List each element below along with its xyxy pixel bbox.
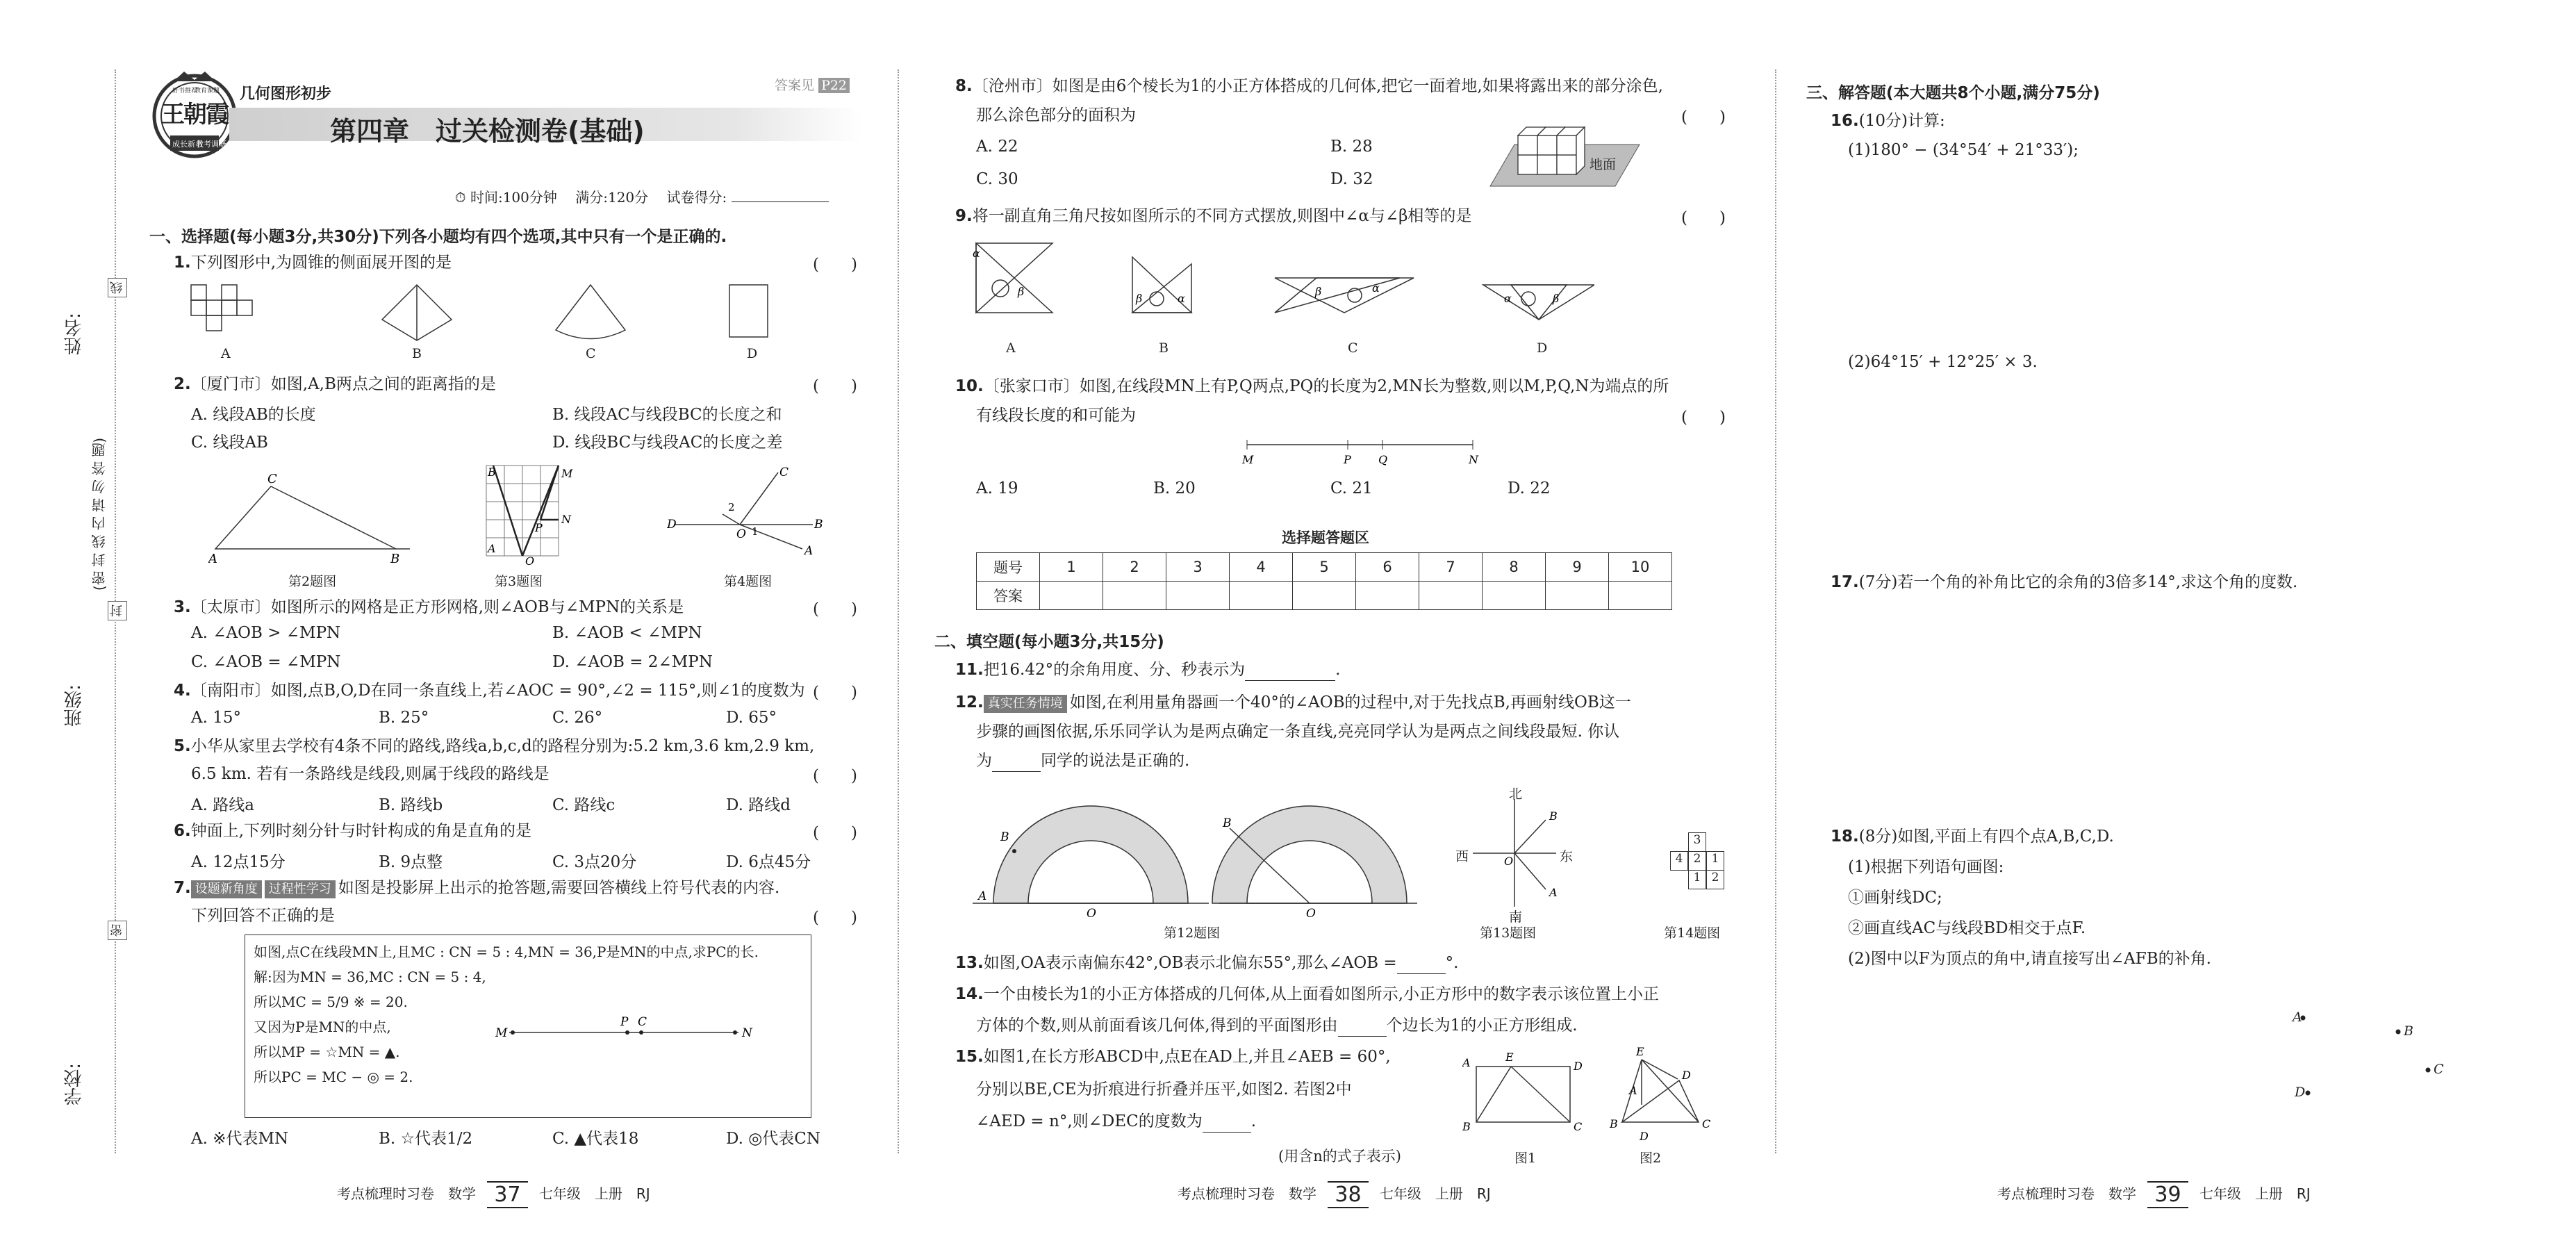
q2-paren[interactable]: ( ) [813, 377, 857, 395]
q8-paren[interactable]: ( ) [1681, 108, 1726, 126]
svg-text:D: D [1640, 1130, 1649, 1143]
answer-cell[interactable] [1293, 582, 1356, 610]
q5-text1: 小华从家里去学校有4条不同的路线,路线a,b,c,d的路程分别为:5.2 km,3.6 km,2.9 km, [190, 737, 815, 755]
svg-text:M: M [1242, 453, 1254, 466]
q7-box-line2: 解:因为MN = 36,MC : CN = 5 : 4, [254, 969, 486, 985]
q10-line2: 有线段长度的和可能为 [976, 406, 1136, 425]
svg-text:B: B [488, 466, 496, 479]
q12-num: 12. [955, 693, 984, 711]
q6 [174, 820, 531, 842]
svg-text:C: C [1574, 1120, 1583, 1133]
q18-part4: (2)图中以F为顶点的角中,请直接写出∠AFB的补角. [1848, 950, 2211, 968]
svg-text:C: C [1702, 1117, 1711, 1130]
q18 [1831, 825, 2114, 848]
svg-text:α: α [973, 247, 980, 260]
grid-cell: 4 [1670, 851, 1688, 871]
footer2-right: 七年级 上册 RJ [1379, 1185, 1491, 1202]
svg-text:α: α [1504, 292, 1512, 305]
side-class-label: 班级: [64, 684, 85, 727]
svg-text:B: B [1000, 830, 1009, 844]
q6-paren[interactable]: ( ) [813, 824, 857, 842]
q18-label-d: D [2295, 1085, 2306, 1100]
q10-paren[interactable]: ( ) [1681, 409, 1726, 427]
svg-text:B: B [1462, 1120, 1471, 1133]
svg-text:B: B [390, 552, 400, 563]
q8-num: 8. [955, 77, 973, 95]
q8-opt-a[interactable]: A. 22 [976, 138, 1018, 156]
q4-opt-d[interactable]: D. 65° [726, 709, 777, 727]
answer-row-nums [977, 553, 1672, 582]
q7-box-line5: 所以MP = ☆MN = ▲. [254, 1044, 400, 1060]
svg-text:Q: Q [1378, 453, 1388, 466]
footer2-page: 38 [1328, 1181, 1368, 1208]
q15-figures [1462, 1046, 1726, 1143]
svg-text:N: N [561, 513, 571, 526]
q1-num: 1. [174, 254, 191, 272]
svg-text:A: A [1549, 886, 1558, 899]
q18-text: (8分)如图,平面上有四个点A,B,C,D. [1858, 828, 2114, 846]
logo-badge2: 教考调研 [196, 140, 226, 149]
q4-opt-a[interactable]: A. 15° [191, 709, 241, 727]
q5-num: 5. [174, 737, 191, 755]
q8-opt-d[interactable]: D. 32 [1330, 170, 1373, 188]
fig13-caption: 第13题图 [1480, 925, 1537, 941]
svg-text:P: P [620, 1015, 629, 1029]
q12-text1: 如图,在利用量角器画一个40°的∠AOB的过程中,对于先找点B,再画射线OB这一 [1069, 693, 1631, 711]
q15-line2: 分别以BE,CE为折痕进行折叠并压平,如图2. 若图2中 [976, 1080, 1352, 1098]
compass-south: 南 [1509, 909, 1523, 925]
svg-text:M: M [495, 1026, 508, 1040]
logo-badge1: 成长新书 [172, 140, 203, 149]
q5-opt-d[interactable]: D. 路线d [726, 796, 791, 814]
q3-opt-d[interactable]: D. ∠AOB = 2∠MPN [552, 653, 713, 671]
q4-opt-c[interactable]: C. 26° [552, 709, 603, 727]
q3-num: 3. [174, 598, 191, 616]
q4-text: 〔南阳市〕如图,点B,O,D在同一条直线上,若∠AOC = 90°,∠2 = 115°,则∠1的度数为 [190, 682, 805, 700]
q15-text1: 如图1,在长方形ABCD中,点E在AD上,并且∠AEB = 60°, [983, 1048, 1391, 1066]
q4-num: 4. [174, 682, 191, 700]
q3-paren[interactable]: ( ) [813, 600, 857, 618]
q7-paren[interactable]: ( ) [813, 909, 857, 927]
q5-opt-a[interactable]: A. 路线a [191, 796, 254, 814]
q2 [174, 373, 496, 395]
answer-ref-label: 答案见 [775, 78, 815, 93]
answer-cell[interactable] [1230, 582, 1293, 610]
answer-num-9: 9 [1546, 553, 1609, 582]
q1-label-c: C [586, 346, 596, 361]
q2-opt-b[interactable]: B. 线段AC与线段BC的长度之和 [552, 406, 782, 424]
grid-cell: 3 [1688, 832, 1706, 852]
answer-num-6: 6 [1356, 553, 1419, 582]
grid-cell: 2 [1706, 870, 1724, 889]
q4-paren[interactable]: ( ) [813, 684, 857, 702]
q14-num: 14. [955, 985, 984, 1003]
svg-text:B: B [1549, 809, 1558, 823]
footer-page37 [337, 1181, 650, 1208]
svg-text:C: C [267, 472, 277, 486]
q7-opt-a[interactable]: A. ※代表MN [191, 1130, 289, 1148]
q1 [174, 252, 452, 274]
logo-text: 王朝霞 [161, 101, 228, 129]
q18-label-c: C [2434, 1062, 2444, 1077]
q15-note: (用含n的式子表示) [1278, 1148, 1401, 1164]
q17-num: 17. [1831, 573, 1859, 591]
side-mark-secret: 密 [108, 921, 127, 940]
footer3-left: 考点梳理时习卷 数学 [1997, 1185, 2136, 1202]
q7-box-line6: 所以PC = MC − ◎ = 2. [254, 1069, 413, 1085]
svg-text:α: α [1372, 281, 1380, 295]
grid-cell: 1 [1706, 851, 1724, 871]
q2-opt-d[interactable]: D. 线段BC与线段AC的长度之差 [552, 434, 783, 452]
svg-text:C: C [638, 1015, 647, 1029]
page-divider-1 [898, 69, 900, 1153]
q12-blank[interactable] [992, 756, 1041, 772]
svg-text:N: N [1469, 453, 1478, 466]
q16 [1831, 110, 1945, 132]
q14 [955, 983, 1659, 1005]
q10-segment-figure [1237, 434, 1487, 472]
compass-east: 东 [1560, 849, 1574, 864]
q15-blank[interactable] [1203, 1117, 1251, 1133]
svg-text:B: B [814, 518, 823, 532]
q8-line2: 那么涂色部分的面积为 [976, 106, 1136, 124]
q6-opt-c[interactable]: C. 3点20分 [552, 853, 637, 871]
svg-text:P: P [1344, 453, 1351, 466]
q7-tag1: 设题新角度 [191, 880, 262, 898]
brand-logo [146, 66, 243, 163]
q6-num: 6. [174, 822, 191, 840]
q15-text3: ∠AED = n°,则∠DEC的度数为 [976, 1112, 1203, 1130]
q1-label-b: B [412, 346, 422, 361]
answer-cell[interactable] [1483, 582, 1546, 610]
svg-text:α: α [1178, 292, 1185, 305]
q10-opt-a[interactable]: A. 19 [976, 479, 1018, 497]
svg-text:β: β [1136, 292, 1143, 305]
q13-compass-figure [1466, 792, 1570, 917]
svg-text:A: A [1462, 1056, 1471, 1069]
q7-num: 7. [174, 879, 191, 897]
q3-figure [479, 462, 584, 566]
footer-page39 [1997, 1181, 2311, 1208]
svg-text:C: C [779, 466, 789, 479]
q7-opt-d[interactable]: D. ◎代表CN [726, 1130, 821, 1148]
q3-text: 〔太原市〕如图所示的网格是正方形网格,则∠AOB与∠MPN的关系是 [190, 598, 684, 616]
answer-cell[interactable] [1356, 582, 1419, 610]
q14-text2b: 个边长为1的小正方形组成. [1386, 1016, 1578, 1035]
q14-grid-figure [1660, 832, 1744, 902]
answer-num-3: 3 [1166, 553, 1230, 582]
page-title: 第四章 过关检测卷(基础) [330, 116, 645, 147]
fig14-caption: 第14题图 [1664, 925, 1721, 941]
answer-num-1: 1 [1040, 553, 1103, 582]
svg-text:D: D [1574, 1060, 1583, 1073]
q13-text: 如图,OA表示南偏东42°,OB表示北偏东55°,那么∠AOB = [983, 954, 1397, 972]
svg-text:E: E [1505, 1051, 1514, 1064]
q1-label-d: D [747, 346, 758, 361]
q9-label-a: A [1006, 340, 1016, 356]
q5-paren[interactable]: ( ) [813, 767, 857, 785]
answer-cell[interactable] [1546, 582, 1609, 610]
exam-info [455, 186, 829, 206]
answer-cell[interactable] [1040, 582, 1103, 610]
svg-text:A: A [1629, 1084, 1637, 1097]
side-mark-seal: 封 [108, 601, 127, 620]
logo-sub2: 教育课题 [195, 88, 220, 94]
svg-text:D: D [1682, 1069, 1691, 1082]
q1-paren[interactable]: ( ) [813, 256, 857, 274]
q12-line3 [976, 750, 1189, 772]
fig4-caption: 第4题图 [724, 574, 773, 589]
q15-num: 15. [955, 1048, 984, 1066]
svg-text:A: A [208, 552, 217, 563]
svg-text:O: O [1087, 907, 1096, 917]
q10-num: 10. [955, 377, 984, 395]
q14-text1: 一个由棱长为1的小正方体搭成的几何体,从上面看如图所示,小正方形中的数字表示该位置上小正 [983, 985, 1660, 1003]
q12-figure [973, 799, 1417, 917]
exam-full: 满分:120分 [575, 189, 649, 206]
q12-tag: 真实任务情境 [984, 695, 1067, 713]
q10-opt-b[interactable]: B. 20 [1153, 479, 1196, 497]
footer1-page: 37 [487, 1181, 527, 1208]
footer2-left: 考点梳理时习卷 数学 [1178, 1185, 1316, 1202]
grid-cell: 1 [1688, 870, 1706, 889]
q18-part1: (1)根据下列语句画图: [1848, 858, 2004, 876]
q14-blank[interactable] [1338, 1021, 1387, 1037]
q8-opt-c[interactable]: C. 30 [976, 170, 1018, 188]
q8-opt-b[interactable]: B. 28 [1330, 138, 1373, 156]
clock-icon: ⏱ [455, 189, 466, 206]
q6-opt-d[interactable]: D. 6点45分 [726, 853, 811, 871]
score-blank[interactable] [732, 201, 829, 202]
q9-figures [969, 236, 1594, 327]
answer-area-title: 选择题答题区 [1282, 529, 1369, 546]
q13: 13.如图,OA表示南偏东42°,OB表示北偏东55°,那么∠AOB = °. [955, 952, 1458, 974]
answer-ref-page: P22 [818, 78, 850, 93]
svg-text:O: O [736, 527, 746, 541]
q17-text: (7分)若一个角的补角比它的余角的3倍多14°,求这个角的度数. [1858, 573, 2298, 591]
svg-text:1: 1 [752, 525, 759, 538]
q11: 11.把16.42°的余角用度、分、秒表示为 . [955, 659, 1340, 681]
fig12-caption: 第12题图 [1164, 925, 1221, 941]
svg-text:N: N [742, 1026, 752, 1040]
q16-part2: (2)64°15′ + 12°25′ × 3. [1848, 353, 2038, 371]
q11-blank[interactable] [1245, 665, 1335, 681]
q7-opt-c[interactable]: C. ▲代表18 [552, 1130, 639, 1148]
q5-opt-c[interactable]: C. 路线c [552, 796, 616, 814]
q9-label-c: C [1348, 340, 1358, 356]
q7-box-line3: 所以MC = 5/9 ※ = 20. [254, 994, 408, 1010]
q18-label-a: A [2293, 1010, 2302, 1025]
answer-cell[interactable] [1103, 582, 1166, 610]
svg-text:β: β [1018, 285, 1025, 298]
svg-text:P: P [535, 521, 543, 534]
side-seal-note: (密 封 线 内 请 勿 答 题) [91, 438, 108, 591]
svg-text:E: E [1636, 1046, 1644, 1058]
q18-label-b: B [2404, 1023, 2413, 1039]
footer3-right: 七年级 上册 RJ [2199, 1185, 2311, 1202]
q7-opt-b[interactable]: B. ☆代表1/2 [379, 1130, 473, 1148]
q14-text2: 方体的个数,则从前面看该几何体,得到的平面图形由 [976, 1016, 1338, 1035]
q10-opt-d[interactable]: D. 22 [1508, 479, 1551, 497]
q14-line2 [976, 1014, 1578, 1037]
q17 [1831, 571, 2297, 593]
q16-text: (10分)计算: [1858, 112, 1945, 130]
q12-line2: 步骤的画图依据,乐乐同学认为是两点确定一条直线,亮亮同学认为是两点之间线段最短. 你认 [976, 723, 1620, 741]
q13-num: 13. [955, 954, 984, 972]
svg-text:M: M [561, 467, 573, 480]
q16-part1: (1)180° − (34°54′ + 21°33′); [1848, 141, 2079, 159]
q5-opt-b[interactable]: B. 路线b [379, 796, 443, 814]
svg-text:B: B [1223, 816, 1232, 830]
q1-fig-c [556, 285, 625, 339]
q10 [955, 375, 1669, 397]
compass-west: 西 [1455, 849, 1469, 864]
exam-time: 时间:100分钟 [470, 189, 557, 206]
side-school-label: 学校: [64, 1063, 85, 1105]
footer1-right: 七年级 上册 RJ [538, 1185, 650, 1202]
answer-row2-label: 答案 [977, 582, 1040, 610]
answer-ref [775, 75, 850, 94]
section1-title: 一、选择题(每小题3分,共30分)下列各小题均有四个选项,其中只有一个是正确的. [149, 228, 727, 246]
q7-box-line4: 又因为P是MN的中点, [254, 1019, 391, 1035]
score-label: 试卷得分: [666, 189, 727, 206]
footer-page38 [1178, 1181, 1491, 1208]
q18-num: 18. [1831, 828, 1859, 846]
q2-figure [208, 472, 417, 563]
answer-cell[interactable] [1166, 582, 1230, 610]
q1-figures [188, 281, 827, 351]
q5 [174, 735, 814, 757]
answer-cell[interactable] [1609, 582, 1672, 610]
svg-text:A: A [488, 542, 496, 555]
q3-opt-c[interactable]: C. ∠AOB = ∠MPN [191, 653, 341, 671]
q8-text1: 〔沧州市〕如图是由6个棱长为1的小正方体搭成的几何体,把它一面着地,如果将露出来的部分涂色, [972, 77, 1663, 95]
q11-num: 11. [955, 661, 984, 679]
q3-opt-a[interactable]: A. ∠AOB > ∠MPN [191, 624, 341, 642]
answer-num-5: 5 [1293, 553, 1356, 582]
q6-text: 钟面上,下列时刻分针与时针构成的角是直角的是 [190, 822, 532, 840]
q4 [174, 680, 805, 702]
q1-fig-d [729, 285, 768, 337]
q5-line2: 6.5 km. 若有一条路线是线段,则属于线段的路线是 [191, 765, 550, 783]
unit-title: 几何图形初步 [240, 85, 332, 103]
q9-label-d: D [1537, 340, 1548, 356]
q10-text1: 〔张家口市〕如图,在线段MN上有P,Q两点,PQ的长度为2,MN长为整数,则以M,P,Q,N为端点的所 [983, 377, 1669, 395]
svg-text:2: 2 [728, 501, 735, 513]
q7-box-line1: 如图,点C在线段MN上,且MC : CN = 5 : 4,MN = 36,P是MN的中点,求PC的长. [254, 944, 759, 960]
logo-sub1: 好书推荐 [172, 88, 198, 94]
q13-blank[interactable] [1397, 958, 1446, 974]
answer-num-10: 10 [1609, 553, 1672, 582]
q8-ground-label: 地面 [1590, 157, 1617, 172]
q9-label-b: B [1159, 340, 1169, 356]
q8 [955, 75, 1663, 97]
q15 [955, 1046, 1391, 1068]
q9-text: 将一副直角三角尺按如图所示的不同方式摆放,则图中∠α与∠β相等的是 [972, 207, 1472, 225]
svg-text:β: β [1315, 285, 1322, 298]
fig15-caption-1: 图1 [1514, 1151, 1537, 1166]
q7 [174, 877, 779, 899]
answer-num-4: 4 [1230, 553, 1293, 582]
q2-num: 2. [174, 375, 191, 393]
q12 [955, 691, 1631, 714]
svg-text:β: β [1553, 292, 1560, 305]
q16-num: 16. [1831, 112, 1859, 130]
grid-cell: 2 [1688, 851, 1706, 871]
q18-part3: ②画直线AC与线段BD相交于点F. [1848, 919, 2086, 937]
compass-north: 北 [1509, 787, 1523, 802]
q9-paren[interactable]: ( ) [1681, 209, 1726, 227]
q4-opt-b[interactable]: B. 25° [379, 709, 429, 727]
answer-row-cells [977, 582, 1672, 610]
q12-text3: 为 [976, 752, 992, 770]
side-mark-line: 线 [108, 278, 127, 297]
section3-title: 三、解答题(本大题共8个小题,满分75分) [1806, 84, 2100, 102]
q1-label-a: A [221, 346, 231, 361]
q1-fig-a [191, 285, 252, 331]
q12-text3b: 同学的说法是正确的. [1041, 752, 1190, 770]
section2-title: 二、填空题(每小题3分,共15分) [934, 633, 1164, 651]
q2-opt-c[interactable]: C. 线段AB [191, 434, 268, 452]
page-divider-2 [1775, 69, 1777, 1153]
q9-num: 9. [955, 207, 973, 225]
q15-line3: ∠AED = n°,则∠DEC的度数为 . [976, 1110, 1256, 1133]
svg-text:O: O [1306, 907, 1316, 917]
answer-cell[interactable] [1419, 582, 1483, 610]
q18-part2: ①画射线DC; [1848, 889, 1942, 907]
q2-opt-a[interactable]: A. 线段AB的长度 [191, 406, 316, 424]
q3 [174, 596, 684, 618]
svg-text:O: O [1504, 855, 1514, 868]
q2-text: 〔厦门市〕如图,A,B两点之间的距离指的是 [190, 375, 496, 393]
fig15-caption-2: 图2 [1640, 1151, 1662, 1166]
q4-figure [667, 466, 827, 556]
q7-line2: 下列回答不正确的是 [191, 907, 335, 925]
q10-opt-c[interactable]: C. 21 [1330, 479, 1373, 497]
answer-num-7: 7 [1419, 553, 1483, 582]
q18-points-figure [2286, 1004, 2452, 1108]
q6-opt-b[interactable]: B. 9点整 [379, 853, 443, 871]
q7-tag2: 过程性学习 [265, 880, 336, 898]
q1-fig-b [382, 285, 452, 340]
fig3-caption: 第3题图 [495, 574, 543, 589]
fig2-caption: 第2题图 [288, 574, 337, 589]
q11-text: 把16.42°的余角用度、分、秒表示为 [983, 661, 1246, 679]
answer-table [976, 552, 1672, 610]
svg-text:A: A [804, 544, 814, 556]
answer-num-2: 2 [1103, 553, 1166, 582]
q1-text: 下列图形中,为圆锥的侧面展开图的是 [190, 254, 452, 272]
q7-segment-figure [495, 1005, 773, 1046]
q7-text1: 如图是投影屏上出示的抢答题,需要回答横线上符号代表的内容. [338, 879, 780, 897]
footer1-left: 考点梳理时习卷 数学 [337, 1185, 476, 1202]
q7-box [245, 935, 811, 1118]
q6-opt-a[interactable]: A. 12点15分 [191, 853, 286, 871]
side-name-label: 姓名: [64, 313, 85, 355]
footer3-page: 39 [2147, 1181, 2188, 1208]
svg-text:O: O [525, 554, 535, 566]
answer-num-8: 8 [1483, 553, 1546, 582]
svg-text:D: D [667, 518, 677, 532]
q9 [955, 205, 1471, 227]
svg-text:B: B [1610, 1117, 1618, 1130]
q3-opt-b[interactable]: B. ∠AOB < ∠MPN [552, 624, 702, 642]
svg-text:A: A [978, 889, 987, 903]
answer-row1-label: 题号 [977, 553, 1040, 582]
